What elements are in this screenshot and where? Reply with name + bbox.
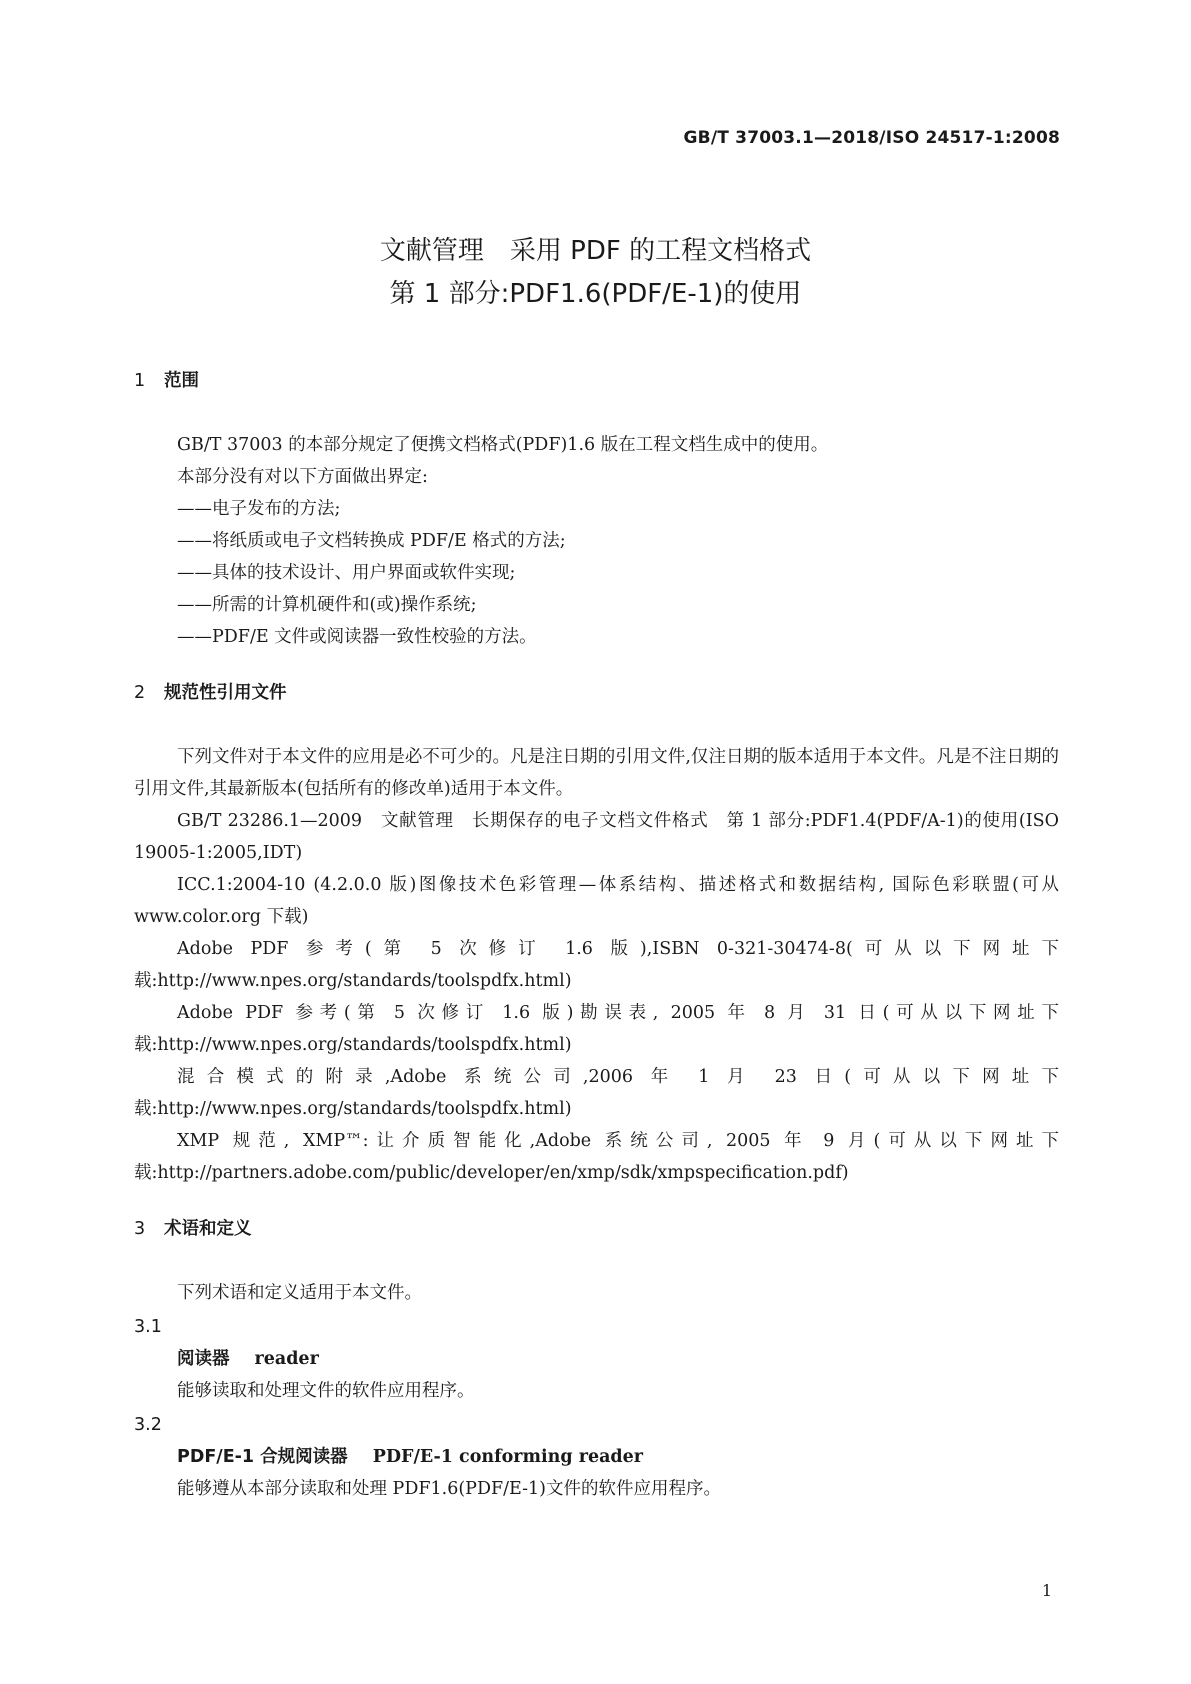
list-item: ——电子发布的方法; xyxy=(177,499,341,519)
terms-intro: 下列术语和定义适用于本文件。 xyxy=(177,1283,422,1303)
term-definition: 能够读取和处理文件的软件应用程序。 xyxy=(177,1381,475,1401)
reference-entry: 混合模式的附录,Adobe 系统公司,2006 年 1 月 23 日(可从以下网址下载:http://www.npes.org/standards/toolspdfx.html) xyxy=(134,1067,1059,1119)
reference-entry: XMP 规范, XMP™:让介质智能化,Adobe 系统公司, 2005 年 9 月(可从以下网址下载:http://partners.adobe.com/public/developer/en/xmp/sdk/xmpspecification.pdf) xyxy=(134,1131,1059,1183)
term-number: 3.2 xyxy=(134,1415,162,1435)
term-title xyxy=(134,1343,1059,1375)
section-heading-terms xyxy=(134,1214,1059,1244)
section-title: 规范性引用文件 xyxy=(164,683,287,703)
list-item: ——所需的计算机硬件和(或)操作系统; xyxy=(177,595,477,615)
title-line-2: 第 1 部分:PDF1.6(PDF/E-1)的使用 xyxy=(389,279,802,309)
document-title xyxy=(0,230,1191,316)
term-en: PDF/E-1 conforming reader xyxy=(372,1447,644,1467)
term-en: reader xyxy=(254,1349,319,1369)
document-body xyxy=(134,366,1059,1505)
term-number: 3.1 xyxy=(134,1317,162,1337)
title-line-1: 文献管理 采用 PDF 的工程文档格式 xyxy=(379,236,812,266)
term-title xyxy=(134,1441,1059,1473)
term-zh: PDF/E-1 合规阅读器 xyxy=(177,1447,348,1467)
section-heading-normative xyxy=(134,678,1059,708)
scope-lead: 本部分没有对以下方面做出界定: xyxy=(177,467,428,487)
list-item: ——具体的技术设计、用户界面或软件实现; xyxy=(177,563,516,583)
section-title: 范围 xyxy=(164,371,199,391)
reference-entry: Adobe PDF 参考(第 5 次修订 1.6 版),ISBN 0-321-30474-8(可从以下网址下载:http://www.npes.org/standards/toolspdfx.html) xyxy=(134,939,1059,991)
page-number: 1 xyxy=(1041,1581,1052,1600)
section-heading-scope xyxy=(134,366,1059,396)
section-number: 3 xyxy=(134,1219,146,1239)
list-item: ——将纸质或电子文档转换成 PDF/E 格式的方法; xyxy=(177,531,566,551)
section-number: 2 xyxy=(134,683,146,703)
reference-entry: GB/T 23286.1—2009 文献管理 长期保存的电子文档文件格式 第 1 部分:PDF1.4(PDF/A-1)的使用(ISO 19005-1:2005,IDT) xyxy=(134,811,1059,863)
normative-paragraph: 下列文件对于本文件的应用是必不可少的。凡是注日期的引用文件,仅注日期的版本适用于本文件。凡是不注日期的引用文件,其最新版本(包括所有的修改单)适用于本文件。 xyxy=(134,747,1059,799)
reference-entry: ICC.1:2004-10 (4.2.0.0 版)图像技术色彩管理—体系结构、描述格式和数据结构, 国际色彩联盟(可从 www.color.org 下载) xyxy=(134,875,1059,927)
scope-intro: GB/T 37003 的本部分规定了便携文档格式(PDF)1.6 版在工程文档生成中的使用。 xyxy=(177,435,829,455)
list-item: ——PDF/E 文件或阅读器一致性校验的方法。 xyxy=(177,627,537,647)
section-number: 1 xyxy=(134,371,146,391)
reference-entry: Adobe PDF 参考(第 5 次修订 1.6 版)勘误表, 2005 年 8 月 31 日(可从以下网址下载:http://www.npes.org/standards/toolspdfx.html) xyxy=(134,1003,1059,1055)
standard-code: GB/T 37003.1—2018/ISO 24517-1:2008 xyxy=(683,128,1060,148)
term-zh: 阅读器 xyxy=(177,1349,230,1369)
term-definition: 能够遵从本部分读取和处理 PDF1.6(PDF/E-1)文件的软件应用程序。 xyxy=(177,1479,721,1499)
section-title: 术语和定义 xyxy=(164,1219,252,1239)
